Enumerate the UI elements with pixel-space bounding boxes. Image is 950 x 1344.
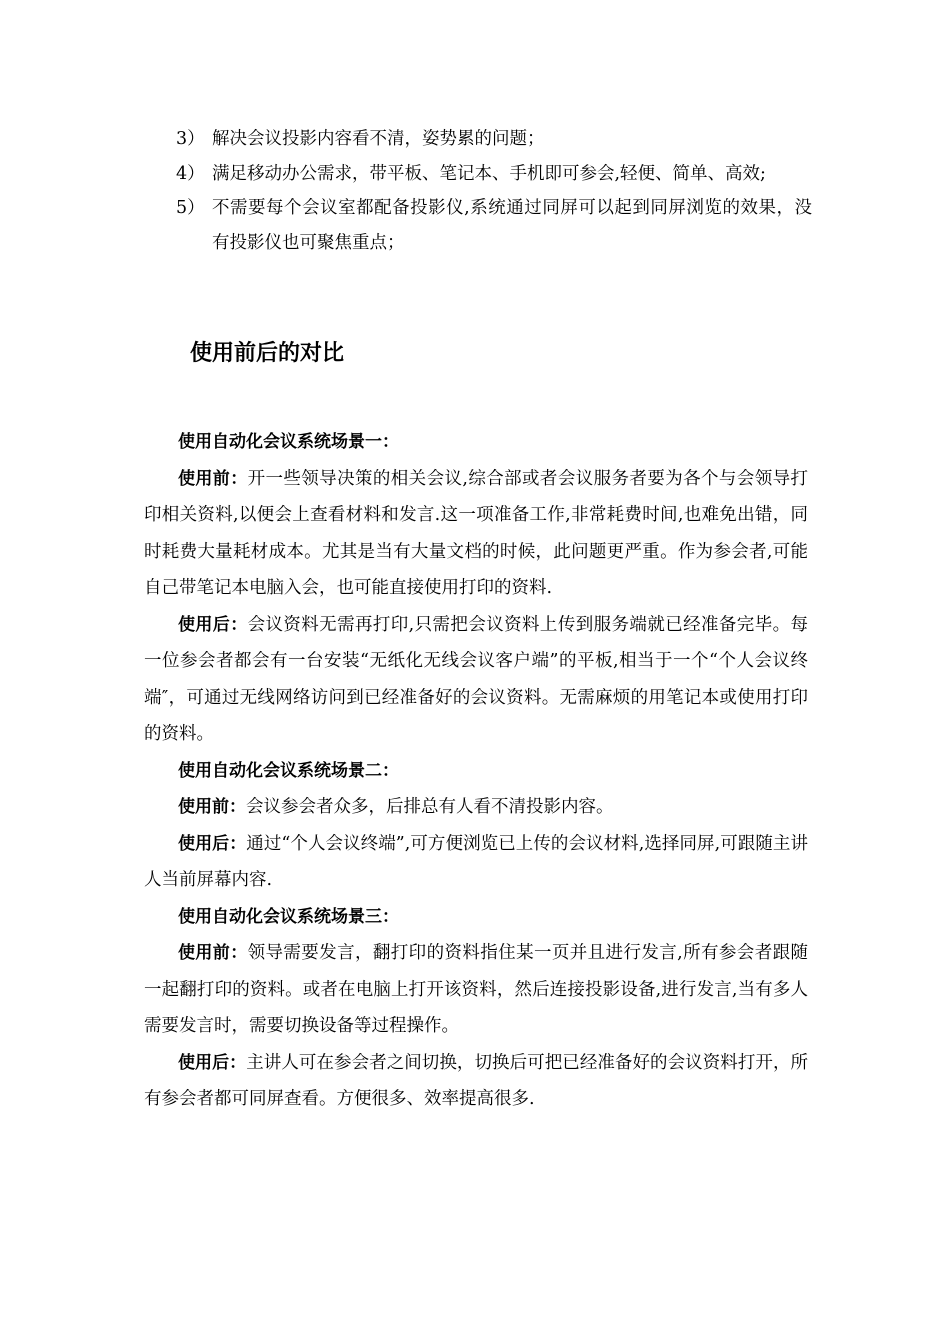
after-label: 使用后： <box>178 1052 247 1073</box>
list-item-text: 满足移动办公需求，带平板、笔记本、手机即可参会,轻便、简单、高效; <box>212 163 766 184</box>
before-text: 会议参会者众多，后排总有人看不清投影内容。 <box>246 797 614 817</box>
after-paragraph <box>144 1045 808 1118</box>
list-item-number: 4） <box>176 163 205 184</box>
after-label: 使用后： <box>178 833 247 854</box>
after-label: 使用后： <box>178 614 248 635</box>
before-text: 开一些领导决策的相关会议,综合部或者会议服务者要为各个与会领导打印相关资料,以便会上查看材料和发言.这一项准备工作,非常耗费时间,也难免出错，同时耗费大量耗材成本。尤其是当有大量文档的时候，此问题更严重。作为参会者,可能自己带笔记本电脑入会，也可能直接使用打印的资料. <box>144 468 808 598</box>
after-paragraph <box>144 607 808 753</box>
list-item <box>176 157 812 192</box>
before-text: 领导需要发言，翻打印的资料指住某一页并且进行发言,所有参会者跟随一起翻打印的资料。或者在电脑上打开该资料，然后连接投影设备,进行发言,当有多人需要发言时，需要切换设备等过程操作。 <box>144 943 808 1036</box>
before-paragraph <box>144 935 808 1045</box>
benefits-list <box>176 122 812 260</box>
scene-title: 使用自动化会议系统场景一： <box>178 432 399 452</box>
section-heading: 使用前后的对比 <box>190 341 345 366</box>
list-item <box>176 122 812 157</box>
list-item <box>176 191 812 260</box>
after-paragraph <box>144 826 808 899</box>
list-item-number: 3） <box>176 129 205 149</box>
list-item-text: 不需要每个会议室都配备投影仪,系统通过同屏可以起到同屏浏览的效果，没有投影仪也可聚焦重点； <box>212 198 812 253</box>
before-paragraph <box>144 789 808 826</box>
after-text: 会议资料无需再打印,只需把会议资料上传到服务端就已经准备完毕。每一位参会者都会有一台安装“无纸化无线会议客户端”的平板,相当于一个“个人会议终端″，可通过无线网络访问到已经准备好的会议资料。无需麻烦的用笔记本或使用打印的资料。 <box>144 614 808 744</box>
scene-title: 使用自动化会议系统场景二： <box>178 760 399 781</box>
comparison-content <box>144 424 808 1118</box>
before-label: 使用前： <box>178 797 246 817</box>
after-text: 通过“个人会议终端”,可方便浏览已上传的会议材料,选择同屏,可跟随主讲人当前屏幕内容. <box>144 833 808 890</box>
after-text: 主讲人可在参会者之间切换，切换后可把已经准备好的会议资料打开，所有参会者都可同屏查看。方便很多、效率提高很多. <box>144 1052 809 1109</box>
scene-title: 使用自动化会议系统场景三： <box>178 906 399 927</box>
before-label: 使用前： <box>178 468 248 489</box>
before-paragraph <box>144 461 808 607</box>
list-item-number: 5） <box>176 198 205 218</box>
list-item-text: 解决会议投影内容看不清，姿势累的问题； <box>212 129 545 149</box>
before-label: 使用前： <box>178 943 248 963</box>
